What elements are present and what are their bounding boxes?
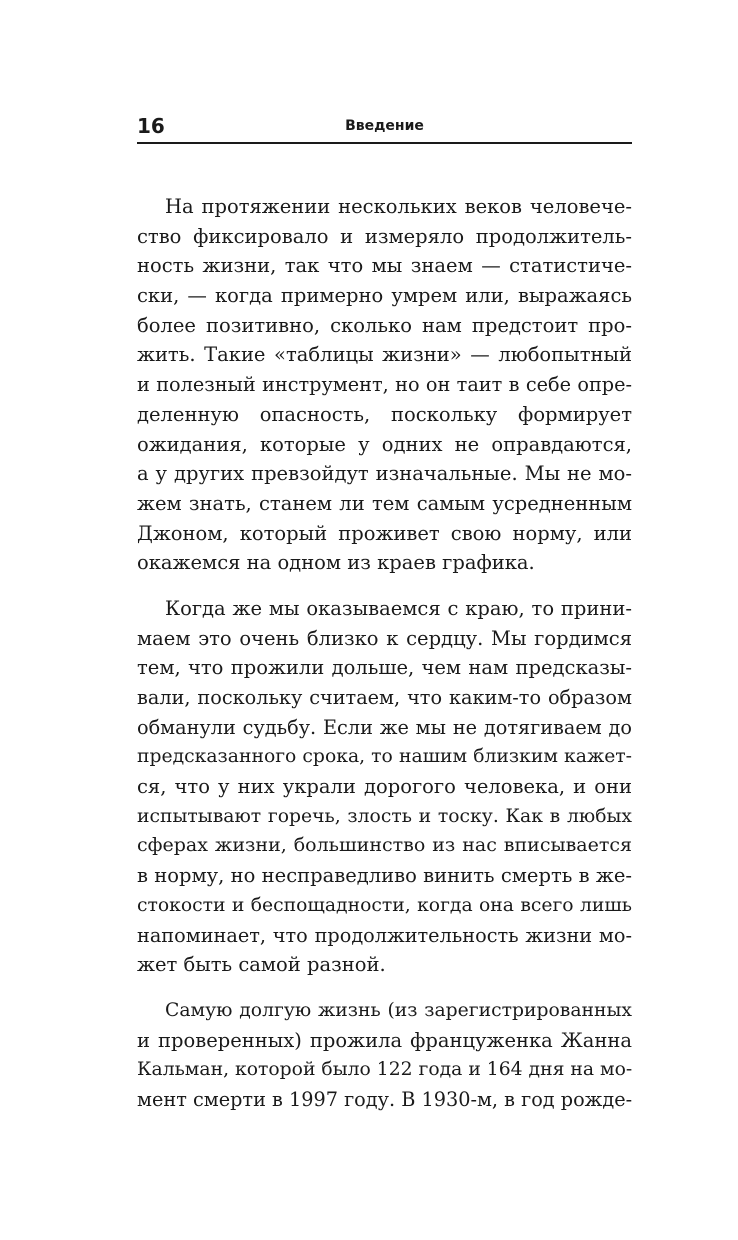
page-header	[137, 110, 632, 144]
page-number: 16	[137, 114, 165, 138]
text-line: деленную опасность, поскольку формирует	[137, 402, 632, 426]
text-line: ски, — когда примерно умрем или, выражаясь	[137, 284, 632, 308]
text-line: предсказанного срока, то нашим близким кажет-	[137, 746, 632, 768]
text-line: и полезный инструмент, но он таит в себе опре-	[137, 373, 632, 397]
text-line: На протяжении нескольких веков человече-	[165, 195, 632, 218]
text-line: стокости и беспощадности, когда она всего лишь	[137, 894, 632, 916]
text-line: жет быть самой разной.	[137, 953, 386, 977]
paragraph-3	[137, 996, 632, 1115]
paragraph-2	[137, 594, 632, 980]
text-line: тем, что прожили дольше, чем нам предсказы-	[137, 656, 632, 680]
text-line: а у других превзойдут изначальные. Мы не мо-	[137, 462, 632, 486]
paragraph-spacing	[137, 578, 632, 594]
text-line: Кальман, которой было 122 года и 164 дня на мо-	[137, 1059, 632, 1081]
text-line: сферах жизни, большинство из нас вписывается	[137, 834, 632, 857]
text-line: ожидания, которые у одних не оправдаются,	[137, 432, 632, 456]
text-line: напоминает, что продолжительность жизни мо-	[137, 923, 632, 947]
text-line: Когда же мы оказываемся с краю, то прини-	[165, 596, 632, 620]
text-line: Джоном, который проживет свою норму, или	[137, 521, 632, 545]
paragraph-1	[137, 192, 632, 578]
text-line: ство фиксировало и измеряло продолжитель-	[137, 224, 632, 248]
text-line: и проверенных) прожила француженка Жанна	[137, 1028, 632, 1052]
text-line: маем это очень близко к сердцу. Мы гордимся	[137, 626, 632, 650]
text-line: вали, поскольку считаем, что каким-то образом	[137, 686, 632, 709]
text-line: более позитивно, сколько нам предстоит про-	[137, 313, 632, 337]
text-line: жить. Такие «таблицы жизни» — любопытный	[137, 343, 632, 367]
text-line: жем знать, станем ли тем самым усредненным	[137, 491, 632, 515]
running-section-title: Введение	[345, 118, 424, 134]
text-line: ся, что у них украли дорогого человека, и они	[137, 775, 632, 799]
text-line: испытывают горечь, злость и тоску. Как в любых	[137, 805, 632, 827]
text-line: Самую долгую жизнь (из зарегистрированных	[165, 999, 632, 1021]
text-line: ность жизни, так что мы знаем — статистиче-	[137, 254, 632, 278]
text-line: мент смерти в 1997 году. В 1930-м, в год рожде-	[137, 1087, 632, 1111]
paragraph-spacing	[137, 980, 632, 996]
text-line: обманули судьбу. Если же мы не дотягиваем до	[137, 715, 632, 739]
body-text	[137, 192, 632, 1115]
text-line: в норму, но несправедливо винить смерть в же-	[137, 864, 632, 888]
text-line: окажемся на одном из краев графика.	[137, 551, 535, 575]
